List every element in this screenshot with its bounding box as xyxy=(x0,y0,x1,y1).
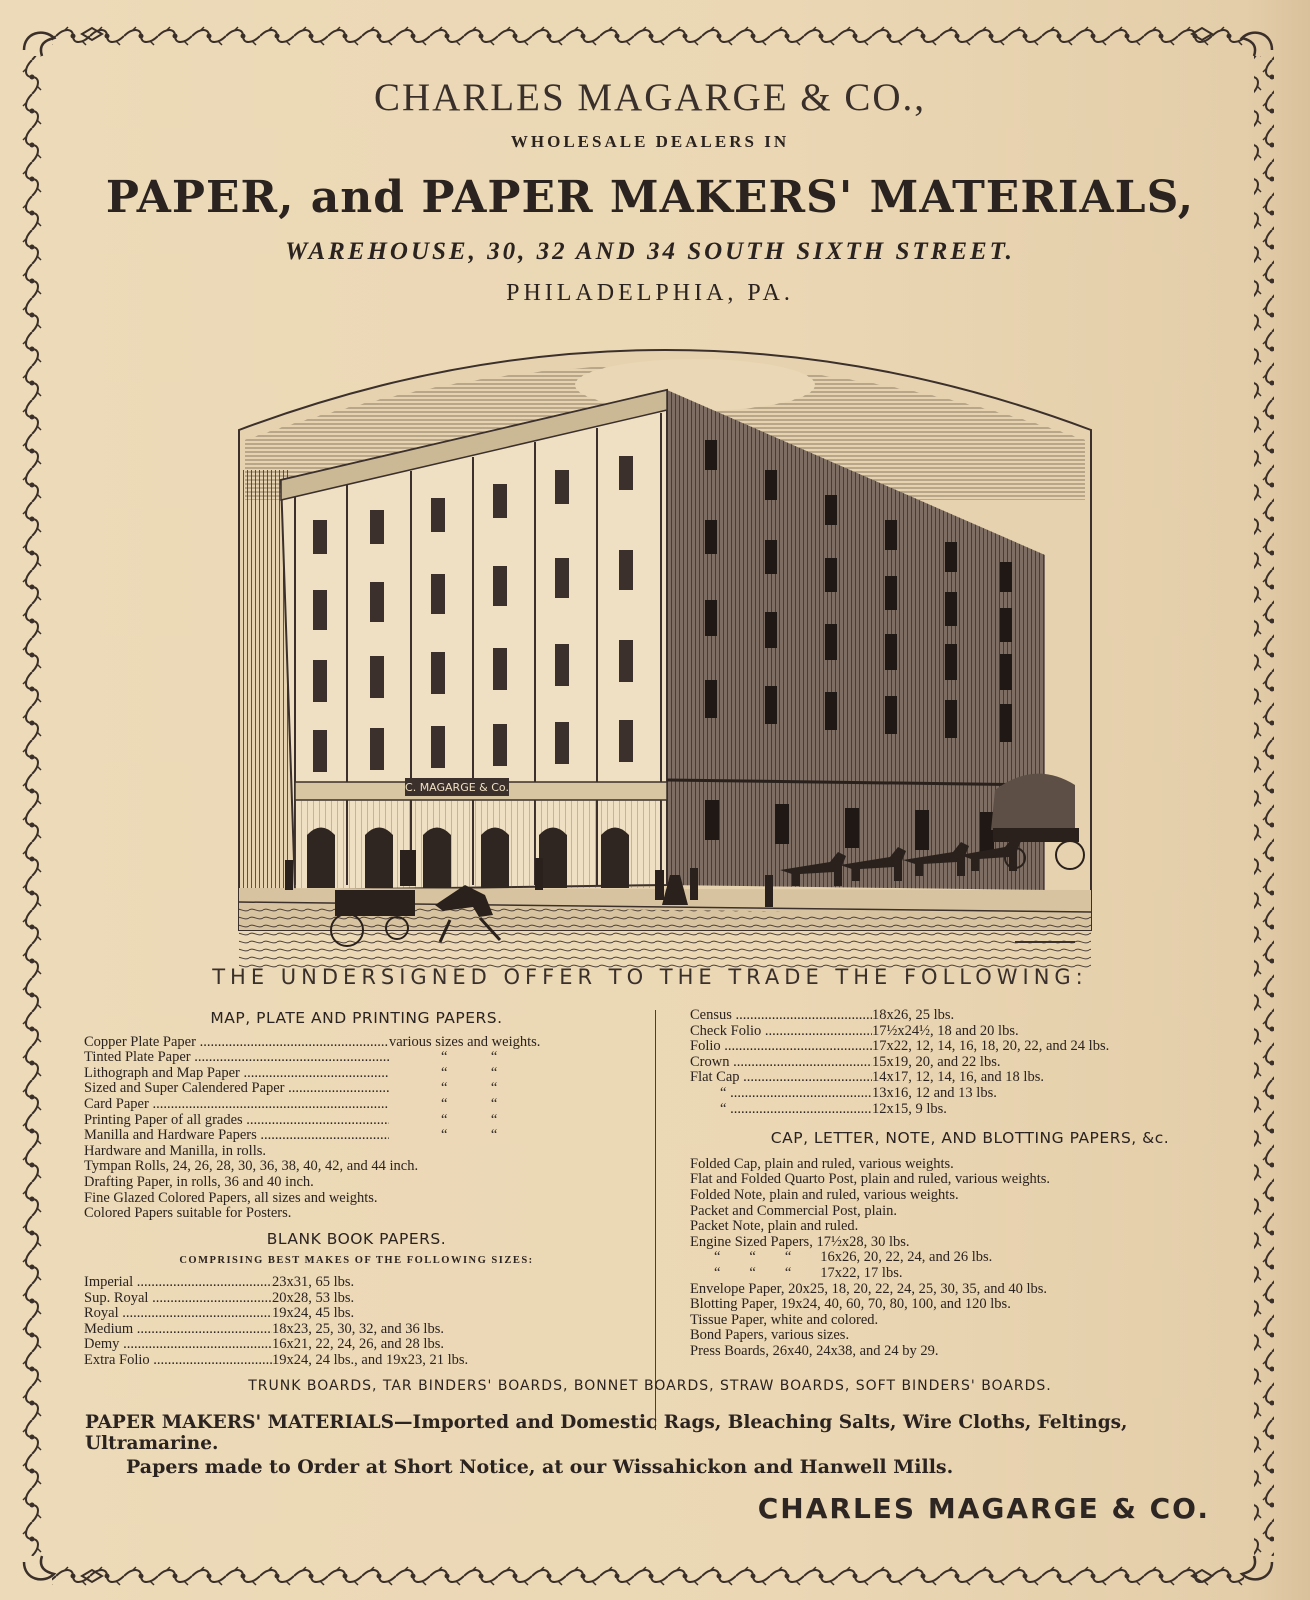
list-item: Drafting Paper, in rolls, 36 and 40 inch. xyxy=(84,1173,314,1190)
headline: PAPER, and PAPER MAKERS' MATERIALS, xyxy=(105,172,1195,223)
cap-letter-heading: CAP, LETTER, NOTE, AND BLOTTING PAPERS, &c. xyxy=(770,1129,1170,1148)
boards-line: TRUNK BOARDS, TAR BINDERS' BOARDS, BONNET BOARDS, STRAW BOARDS, SOFT BINDERS' BOARDS. xyxy=(248,1378,1052,1394)
signature: CHARLES MAGARGE & CO. xyxy=(757,1492,1210,1525)
list-item: Extra Folio ..... 19x24, 24 lbs., and 19x23, 21 lbs. xyxy=(84,1353,629,1369)
list-item: Fine Glazed Colored Papers, all sizes and weights. xyxy=(84,1189,378,1206)
list-item: Packet Note, plain and ruled. xyxy=(690,1218,859,1235)
offer-heading: THE UNDERSIGNED OFFER TO THE TRADE THE FOLLOWING: xyxy=(212,965,1088,989)
right-column xyxy=(690,1008,1250,1359)
list-item: Flat Cap ..... 14x17, 12, 14, 16, and 18 lbs. xyxy=(690,1070,1250,1086)
list-item: Flat and Folded Quarto Post, plain and ruled, various weights. xyxy=(690,1171,1051,1188)
order-line: Papers made to Order at Short Notice, at our Wissahickon and Hanwell Mills. xyxy=(126,1456,954,1478)
list-item: “ ..... 13x16, 12 and 13 lbs. xyxy=(690,1086,1250,1102)
list-item: Census ..... 18x26, 25 lbs. xyxy=(690,1008,1250,1024)
list-item: Tissue Paper, white and colored. xyxy=(690,1311,879,1328)
list-item: Check Folio ..... 17½x24½, 18 and 20 lbs. xyxy=(690,1024,1250,1040)
list-item: “ “ “ 17x22, 17 lbs. xyxy=(714,1264,903,1281)
list-item: Royal ..... 19x24, 45 lbs. xyxy=(84,1306,629,1322)
list-item: Sized and Super Calendered Paper ..... “ “ xyxy=(84,1081,629,1097)
list-item: Copper Plate Paper ..... various sizes and weights. xyxy=(84,1035,629,1051)
list-item: Bond Papers, various sizes. xyxy=(690,1327,850,1344)
list-item: Folded Note, plain and ruled, various weights. xyxy=(690,1186,959,1203)
advertisement-content xyxy=(60,60,1240,1560)
list-item: Tympan Rolls, 24, 26, 28, 30, 36, 38, 40, 42, and 44 inch. xyxy=(84,1158,419,1175)
list-item: Card Paper ..... “ “ xyxy=(84,1097,629,1113)
list-item: Packet and Commercial Post, plain. xyxy=(690,1202,897,1219)
list-item: Press Boards, 26x40, 24x38, and 24 by 29. xyxy=(690,1342,939,1359)
list-item: “ ..... 12x15, 9 lbs. xyxy=(690,1102,1250,1118)
list-item: Sup. Royal ..... 20x28, 53 lbs. xyxy=(84,1291,629,1307)
tagline: WHOLESALE DEALERS IN xyxy=(510,132,790,151)
map-papers-heading: MAP, PLATE AND PRINTING PAPERS. xyxy=(210,1009,503,1027)
list-item: Medium ..... 18x23, 25, 30, 32, and 36 lbs. xyxy=(84,1322,629,1338)
list-item: “ “ “ 16x26, 20, 22, 24, and 26 lbs. xyxy=(714,1249,993,1266)
list-item: Tinted Plate Paper ..... “ “ xyxy=(84,1050,629,1066)
list-item: Printing Paper of all grades ..... “ “ xyxy=(84,1113,629,1129)
list-item: Crown ..... 15x19, 20, and 22 lbs. xyxy=(690,1055,1250,1071)
list-item: Folio ..... 17x22, 12, 14, 16, 18, 20, 22, and 24 lbs. xyxy=(690,1039,1250,1055)
list-item: Imperial ..... 23x31, 65 lbs. xyxy=(84,1275,629,1291)
list-item: Engine Sized Papers, 17½x28, 30 lbs. xyxy=(690,1233,910,1250)
list-item: Demy ..... 16x21, 22, 24, 26, and 28 lbs. xyxy=(84,1337,629,1353)
list-item: Lithograph and Map Paper ..... “ “ xyxy=(84,1066,629,1082)
list-item: Hardware and Manilla, in rolls. xyxy=(84,1142,267,1159)
warehouse-address: WAREHOUSE, 30, 32 AND 34 SOUTH SIXTH STREET. xyxy=(285,238,1015,265)
list-item: Manilla and Hardware Papers ..... “ “ xyxy=(84,1128,629,1144)
column-divider xyxy=(655,1010,656,1430)
blank-book-subheading: COMPRISING BEST MAKES OF THE FOLLOWING SIZES: xyxy=(179,1255,534,1267)
building-sign: C. MAGARGE & Co. xyxy=(405,781,509,794)
materials-line: PAPER MAKERS' MATERIALS—Imported and Domestic Rags, Bleaching Salts, Wire Cloths, Feltings, Ultramarine. xyxy=(85,1412,1128,1454)
warehouse-engraving xyxy=(235,330,1095,985)
list-item: Blotting Paper, 19x24, 40, 60, 70, 80, 100, and 120 lbs. xyxy=(690,1296,1011,1313)
list-item: Folded Cap, plain and ruled, various weights. xyxy=(690,1155,954,1172)
list-item: Colored Papers suitable for Posters. xyxy=(84,1205,292,1222)
firm-name: CHARLES MAGARGE & CO., xyxy=(373,76,927,119)
list-item: Envelope Paper, 20x25, 18, 20, 22, 24, 25, 30, 35, and 40 lbs. xyxy=(690,1280,1048,1297)
left-column xyxy=(84,1005,629,1368)
blank-book-heading: BLANK BOOK PAPERS. xyxy=(266,1229,447,1248)
city: PHILADELPHIA, PA. xyxy=(506,280,794,306)
